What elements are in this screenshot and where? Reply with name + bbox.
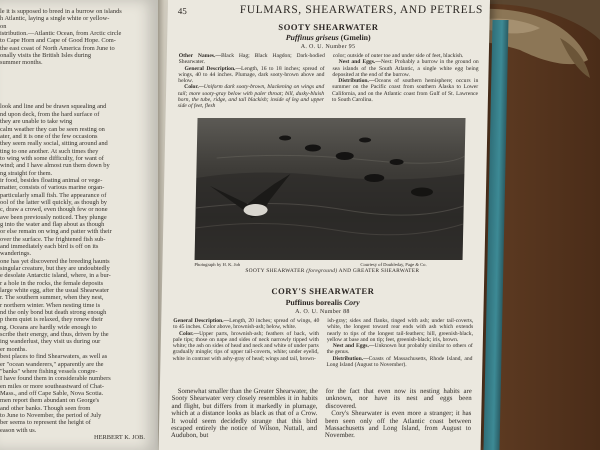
left-line: r northern winter. When nesting time is bbox=[0, 301, 101, 309]
left-line: c, draw a crowd, even though few or none bbox=[0, 206, 108, 214]
para-label: Nest and Eggs. bbox=[332, 343, 369, 350]
left-line: look and line and be drawn squealing and bbox=[0, 103, 107, 111]
body-paragraph: for the fact that even now its nesting habits are unknown, nor have its nest and eggs been discovered. bbox=[325, 388, 472, 410]
left-line: ool of the latter will quickly, as though by bbox=[0, 198, 107, 206]
corys-genus-species: Puffinus borealis bbox=[285, 298, 343, 307]
corys-column-left bbox=[172, 318, 319, 362]
left-line: wind; and I have almost run them down by bbox=[0, 162, 110, 170]
para-text: —Oceans of southern hemisphere; occurs in summer on the Pacific coast from southern Alaska to Lower California, and on the Atlantic coast from Gulf of St. Lawrence to South Carolina. bbox=[331, 78, 479, 104]
left-line: onally visits the British Isles during bbox=[0, 52, 92, 60]
corys-authority: Cory bbox=[343, 298, 360, 307]
left-line: p them quiet is relaxed, they renew their bbox=[0, 316, 103, 324]
left-line: calm weather they can be seen resting on bbox=[0, 125, 105, 133]
para-text: color; outside of outer toe and under side of feet, blackish. bbox=[332, 53, 464, 59]
photo-caption bbox=[212, 268, 452, 274]
author-signature: HERBERT K. JOB. bbox=[94, 433, 145, 441]
para-text: ish-gray; sides and flanks, tinged with ash; under tail-coverts, white, the longest toward rear ends with ash which extends nearly to tips of the longest tail-feathers; bill, greenish-black, yellow at base and on tip; feet, greenish-black; iris, brown. bbox=[326, 318, 474, 343]
left-line: to June to November, the period of July bbox=[0, 411, 102, 419]
page-number: 45 bbox=[177, 6, 187, 16]
left-line: they are unable to take wing bbox=[0, 118, 73, 126]
para-label: General Description. bbox=[184, 65, 236, 72]
left-line: men report them abundant on George's bbox=[0, 397, 100, 405]
para-label: General Description. bbox=[173, 318, 224, 324]
caption-greater: AND GREATER SHEARWATER bbox=[338, 268, 420, 274]
left-line: ing wanderlust, they visit us during our bbox=[0, 338, 101, 346]
para-label: Nest and Eggs. bbox=[338, 59, 376, 66]
left-line: nd upon deck, from the hard surface of bbox=[0, 110, 100, 118]
sooty-genus-species: Puffinus griseus bbox=[285, 33, 339, 42]
para-text: —Uniform dark sooty-brown, blackening on wings and tail; more sooty-gray below with paler throat; bill, dusky-bluish horn, the tube, ridge, and tail blackish; inside of leg and upper side of feet, flesh bbox=[177, 84, 325, 110]
para-text: —Nest: Probably a burrow in the ground on sea islands of the South Atlantic, a single white egg being deposited at the end of the burrow. bbox=[332, 59, 479, 78]
para-text: —Coasts of Massachusetts, Rhode Island, and Long Island (August to November). bbox=[326, 355, 473, 369]
left-line: on bbox=[0, 22, 7, 30]
corys-title: CORY'S SHEARWATER bbox=[271, 286, 375, 296]
left-line: or else remain on wing and patter with their bbox=[0, 228, 112, 236]
left-line: r. The southern summer, when they nest, bbox=[0, 294, 104, 302]
left-line: ater, and it is one of the few occasions bbox=[0, 132, 98, 140]
sooty-column-right bbox=[332, 53, 479, 103]
left-line: nd the only bond but death strong enough bbox=[0, 309, 107, 317]
para-label: Distribution. bbox=[332, 355, 364, 362]
left-line: g into the water and flap about as though bbox=[0, 220, 105, 228]
corys-scientific-name bbox=[162, 298, 484, 307]
body-paragraph: Cory's Shearwater is even more a stranger; it has been seen only off the Atlantic coast between Massachusetts and Long Island, from August to November. bbox=[324, 410, 472, 440]
para-text: —Unknown but probably similar to others of the genus. bbox=[326, 343, 473, 356]
left-line bbox=[0, 67, 153, 74]
left-line: er "ocean wanderers," apparently are the bbox=[0, 360, 104, 368]
left-line: ng. Oceans are hardly wide enough to bbox=[0, 323, 97, 331]
left-line: Mass., and off Cape Sable, Nova Scotia. bbox=[0, 389, 104, 397]
running-head: FULMARS, SHEARWATERS, AND PETRELS bbox=[239, 4, 484, 16]
sooty-scientific-name bbox=[167, 33, 489, 42]
corys-aou-number: A. O. U. Number 88 bbox=[295, 309, 350, 315]
left-line: eason with us. bbox=[0, 426, 37, 434]
corys-column-right bbox=[326, 318, 473, 368]
sooty-column-left bbox=[178, 53, 325, 110]
para-text: —Upper parts, brownish-ash; feathers of back, with pale tips; those on nape and sides of neck narrowly tipped with white; the ash on sides of head and neck and white of under parts gradually mingle; tips of upper tail-coverts, white; under eyelid, white in contrast with ashy-gray of head; wings and tail, brown- bbox=[172, 330, 320, 362]
left-line: and immediately each bird is off on its bbox=[0, 243, 99, 250]
para-label: Other Names. bbox=[178, 53, 216, 59]
sooty-aou-number: A. O. U. Number 95 bbox=[300, 44, 356, 50]
left-page bbox=[0, 0, 160, 450]
left-line: le it is supposed to breed in a burrow on islands bbox=[0, 8, 122, 15]
sooty-authority: (Gmelin) bbox=[340, 33, 371, 42]
left-line: I have found them in considerable numbers bbox=[0, 375, 111, 383]
para-label: Color. bbox=[184, 84, 199, 91]
left-line: h Atlantic, laying a single white or yellow- bbox=[0, 15, 110, 23]
left-line: singular creature, but they are undoubtedly bbox=[0, 265, 110, 273]
left-line: en miles or more southeastward of Chat- bbox=[0, 382, 104, 390]
left-line: matter, consists of various marine organ- bbox=[0, 184, 105, 192]
para-text: —Length, 16 to 18 inches; spread of wings, 40 to 44 inches. Plumage, dark sooty-brown above and below. bbox=[178, 65, 325, 85]
left-line: ng straight for them. bbox=[0, 169, 53, 177]
left-page-text bbox=[0, 8, 153, 441]
left-line: ave been previously noticed. They plunge bbox=[0, 213, 107, 221]
left-line: er months. bbox=[0, 345, 27, 353]
right-page bbox=[159, 0, 490, 450]
left-line: ir food, besides floating animal or vege- bbox=[0, 176, 103, 184]
left-line: and other banks. Though seen from bbox=[0, 404, 91, 412]
left-line: summer months. bbox=[0, 59, 43, 67]
body-text-right bbox=[325, 388, 472, 440]
left-line: they seem really social, sitting around and bbox=[0, 140, 108, 148]
left-line: over the surface. The frightened fish sub- bbox=[0, 235, 106, 243]
left-line bbox=[0, 74, 153, 81]
left-line: e desolate Antarctic island, where, in a bur- bbox=[0, 272, 111, 280]
left-line: one has yet discovered the breeding haunts bbox=[0, 257, 110, 265]
shearwater-photograph bbox=[195, 118, 466, 260]
left-line: to wing with some difficulty, for want of bbox=[0, 154, 104, 162]
left-line: the east coast of North America from June to bbox=[0, 44, 115, 52]
body-text-left bbox=[171, 388, 318, 440]
left-line: particularly small fish. The appearance of bbox=[0, 191, 107, 199]
left-line: ting to one another. At such times they bbox=[0, 147, 99, 155]
para-text: —Length, 20 inches; spread of wings, 40 to 45 inches. Color above, brownish-ash; below, white. bbox=[173, 318, 320, 331]
left-line: large white egg, after the usual Shearwater bbox=[0, 287, 110, 295]
photo-credit: Photograph by H. K. Job bbox=[194, 262, 241, 267]
left-line bbox=[0, 96, 153, 103]
left-line: scribe their energy, and thus, driven by the bbox=[0, 331, 109, 339]
sooty-title: SOOTY SHEARWATER bbox=[278, 22, 379, 32]
caption-sooty: SOOTY SHEARWATER bbox=[245, 268, 305, 274]
left-line: r a hole in the rocks, the female deposits bbox=[0, 279, 104, 287]
left-line bbox=[0, 81, 153, 88]
photo-courtesy: Courtesy of Doubleday, Page & Co. bbox=[360, 262, 427, 267]
para-label: Distribution. bbox=[338, 78, 369, 85]
left-line: "banks" where fishing vessels congre- bbox=[0, 367, 98, 375]
left-line: wanderings. bbox=[0, 250, 32, 258]
left-line: ber seems to represent the height of bbox=[0, 419, 91, 427]
left-line: to Cape Horn and Cape of Good Hope. Com- bbox=[0, 37, 116, 45]
left-line: istribution.—Atlantic Ocean, from Arctic circle bbox=[0, 30, 122, 38]
para-text: —Black Hag; Black Hagdon; Dark-bodied Shearwater. bbox=[178, 53, 325, 66]
left-line: best places to find Shearwaters, as well as bbox=[0, 353, 108, 361]
body-paragraph: Somewhat smaller than the Greater Shearwater, the Sooty Shearwater very closely resembles it in habits and flight, but differs from it markedly in plumage, which at a distance looks as black as that of a Crow. It would seem decidedly strange that this bird escaped entirely the notice of Wilson, Nuttall, and Audubon, but bbox=[170, 388, 318, 440]
caption-foreground: (foreground) bbox=[306, 268, 338, 274]
left-line bbox=[0, 89, 153, 96]
para-label: Color. bbox=[178, 330, 194, 337]
